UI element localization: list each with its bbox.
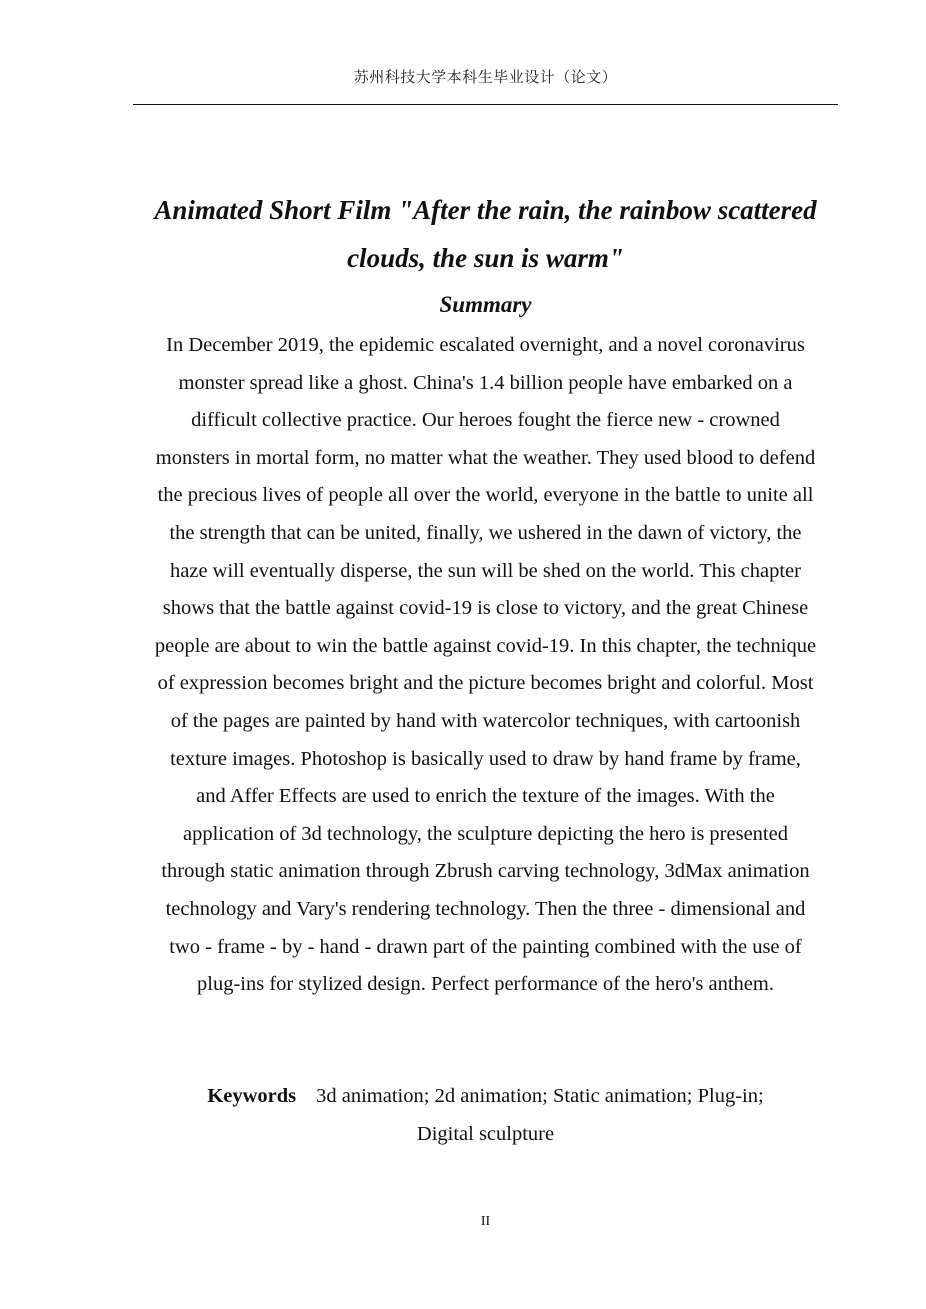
summary-line: through static animation through Zbrush carving technology, 3dMax animation bbox=[161, 860, 810, 883]
summary-line: and Affer Effects are used to enrich the texture of the images. With the bbox=[196, 785, 775, 808]
title-line-1: Animated Short Film "After the rain, the rainbow scattered bbox=[154, 195, 817, 225]
keywords-text: 3d animation; 2d animation; Static animation; Plug-in; bbox=[316, 1085, 764, 1107]
summary-line: monsters in mortal form, no matter what the weather. They used blood to defend bbox=[155, 446, 816, 469]
summary-heading: Summary bbox=[439, 292, 532, 317]
keywords-label: Keywords bbox=[207, 1085, 297, 1107]
summary-line: texture images. Photoshop is basically used to draw by hand frame by frame, bbox=[170, 747, 801, 770]
header-divider bbox=[133, 104, 838, 105]
summary-line: the precious lives of people all over the world, everyone in the battle to unite all bbox=[157, 484, 814, 507]
keywords-line-2: Digital sculpture bbox=[416, 1122, 555, 1145]
running-header: 苏州科技大学本科生毕业设计（论文） bbox=[353, 68, 618, 86]
summary-line: people are about to win the battle against covid-19. In this chapter, the technique bbox=[154, 634, 817, 657]
keywords-block bbox=[133, 1078, 838, 1153]
summary-line: shows that the battle against covid-19 is close to victory, and the great Chinese bbox=[162, 597, 809, 620]
summary-line: difficult collective practice. Our heroes fought the fierce new - crowned bbox=[191, 409, 780, 432]
summary-line: application of 3d technology, the sculpture depicting the hero is presented bbox=[183, 822, 788, 845]
summary-line: the strength that can be united, finally, we ushered in the dawn of victory, the bbox=[169, 521, 802, 544]
summary-line: technology and Vary's rendering technology. Then the three - dimensional and bbox=[165, 897, 806, 920]
summary-paragraph bbox=[133, 327, 838, 1004]
summary-line: monster spread like a ghost. China's 1.4 billion people have embarked on a bbox=[178, 371, 793, 394]
summary-line: haze will eventually disperse, the sun will be shed on the world. This chapter bbox=[170, 559, 801, 582]
summary-line: plug-ins for stylized design. Perfect performance of the hero's anthem. bbox=[197, 973, 774, 996]
document-title bbox=[133, 186, 838, 282]
summary-line: of expression becomes bright and the picture becomes bright and colorful. Most bbox=[157, 672, 814, 695]
title-line-2: clouds, the sun is warm" bbox=[347, 243, 624, 273]
keywords-line-1 bbox=[133, 1078, 838, 1116]
summary-line: In December 2019, the epidemic escalated overnight, and a novel coronavirus bbox=[166, 334, 805, 356]
summary-line: two - frame - by - hand - drawn part of the painting combined with the use of bbox=[169, 935, 802, 958]
page-number: II bbox=[480, 1214, 491, 1229]
summary-line: of the pages are painted by hand with watercolor techniques, with cartoonish bbox=[170, 709, 801, 732]
